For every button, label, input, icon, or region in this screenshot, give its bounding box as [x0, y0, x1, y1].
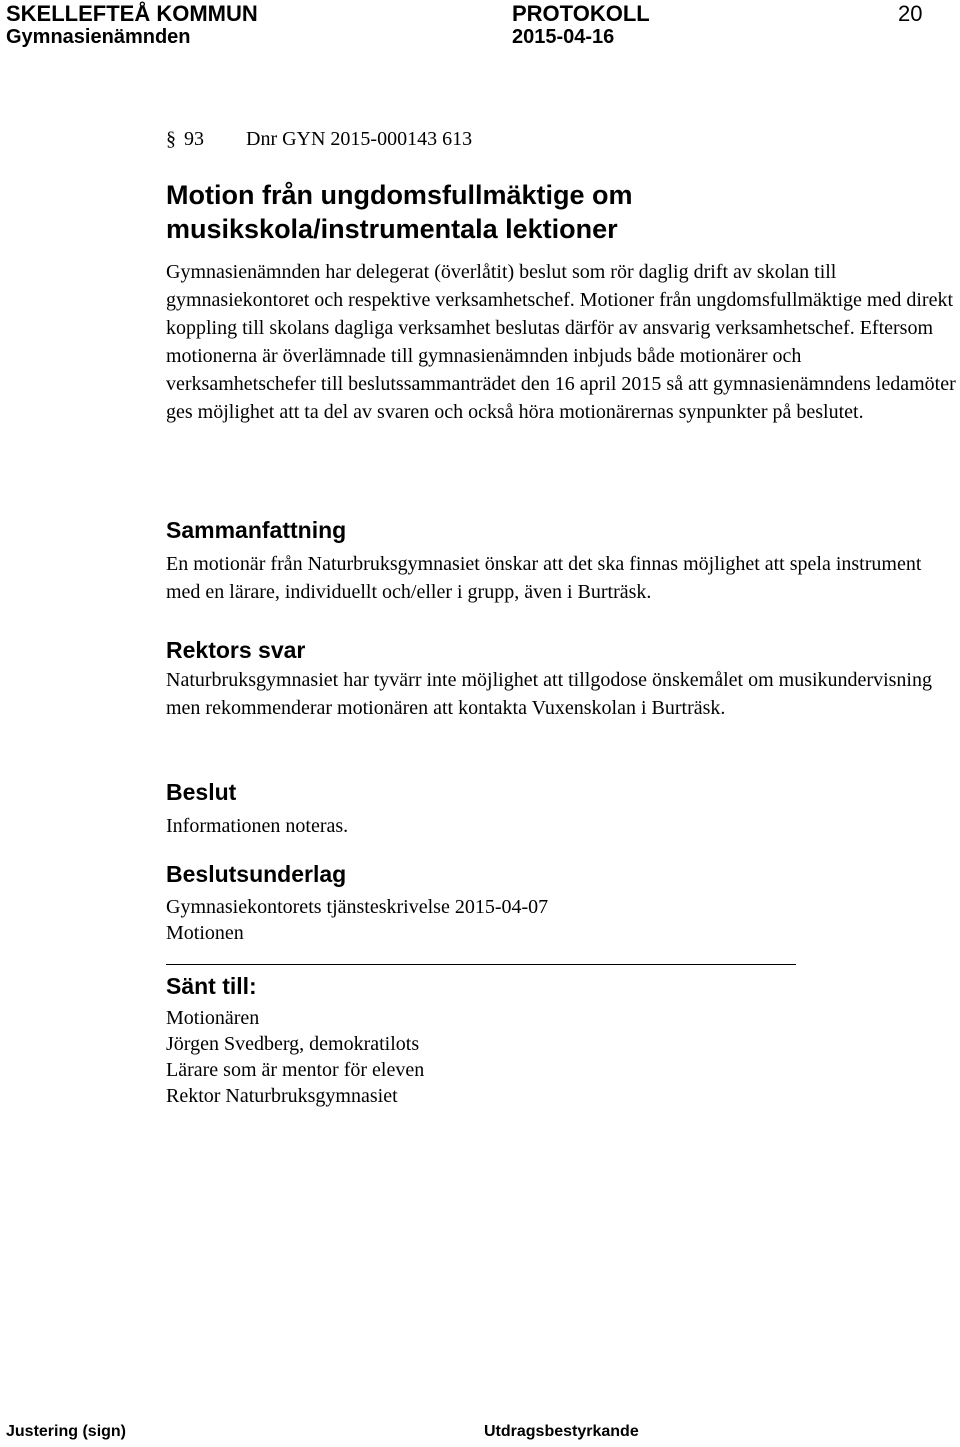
recipient: Motionären: [166, 1007, 260, 1029]
principal-reply-text: Naturbruksgymnasiet har tyvärr inte möjlighet att tillgodose önskemålet om musikundervisning men rekommenderar motionären att kontakta Vuxenskolan i Burträsk.: [166, 669, 932, 719]
document-title: Motion från ungdomsfullmäktige om musikskola/instrumentala lektioner: [166, 180, 633, 244]
footer-signature-label: Justering (sign): [6, 1423, 127, 1440]
basis-item: Motionen: [166, 922, 244, 944]
decision-heading: Beslut: [166, 779, 237, 805]
paragraph-line: [166, 128, 473, 151]
sent-to-heading: Sänt till:: [166, 973, 257, 999]
municipality-name: SKELLEFTEÅ KOMMUN: [6, 1, 258, 26]
footer-certification-label: Utdragsbestyrkande: [484, 1423, 639, 1440]
paragraph-number: 93: [184, 128, 204, 150]
signature-divider: [166, 964, 796, 965]
section-symbol: §: [166, 128, 176, 150]
basis-heading: Beslutsunderlag: [166, 861, 347, 887]
summary-text: En motionär från Naturbruksgymnasiet önskar att det ska finnas möjlighet att spela instrument med en lärare, individuellt och/eller i grupp, även i Burträsk.: [166, 553, 922, 603]
sent-to-list: [166, 1005, 424, 1109]
basis-item: Gymnasiekontorets tjänsteskrivelse 2015-04-07: [166, 896, 549, 918]
decision-text: Informationen noteras.: [166, 815, 349, 837]
document-type: PROTOKOLL: [512, 1, 650, 26]
page-number: 20: [898, 1, 923, 26]
meeting-date: 2015-04-16: [512, 26, 615, 48]
principal-reply-heading: Rektors svar: [166, 637, 306, 663]
recipient: Lärare som är mentor för eleven: [166, 1059, 425, 1081]
committee-name: Gymnasienämnden: [6, 26, 191, 48]
intro-paragraph: Gymnasienämnden har delegerat (överlåtit) beslut som rör daglig drift av skolan till gymnasiekontoret och respektive verksamhetschef. Motioner från ungdomsfullmäktige med direkt koppling till skolans dagliga verksamhet beslutas därför av ansvarig verksamhetschef. Eftersom motionerna är överlämnade till gymnasienämnden inbjuds både motionärer och verksamhetschefer till beslutssammanträdet den 16 april 2015 så att gymnasienämndens ledamöter ges möjlighet att ta del av svaren och också höra motionärernas synpunkter på beslutet.: [166, 261, 956, 423]
diary-number: Dnr GYN 2015-000143 613: [246, 128, 473, 150]
summary-heading: Sammanfattning: [166, 517, 347, 543]
recipient: Rektor Naturbruksgymnasiet: [166, 1085, 398, 1107]
recipient: Jörgen Svedberg, demokratilots: [166, 1033, 420, 1055]
